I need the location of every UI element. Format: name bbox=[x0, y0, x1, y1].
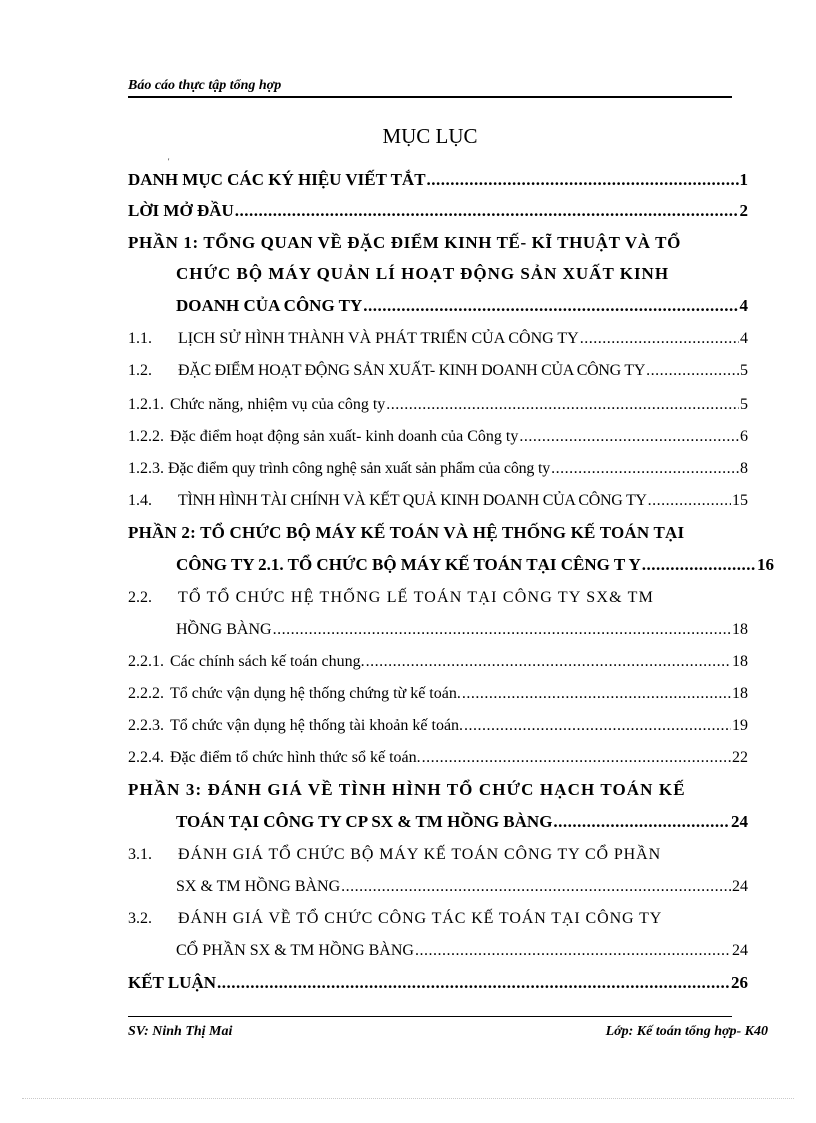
page-number: 24 bbox=[732, 878, 748, 895]
toc-title: MỤC LỤC bbox=[382, 124, 478, 148]
running-footer bbox=[128, 1016, 768, 1039]
toc-entry-part1-line3[interactable]: DOANH CỦA CÔNG TY ..... 4 bbox=[176, 292, 748, 320]
toc-entry-3-2-line2[interactable]: CỔ PHẦN SX & TM HỒNG BÀNG ..... 24 bbox=[176, 937, 748, 965]
page-number: 16 bbox=[757, 555, 774, 574]
page-number: 4 bbox=[740, 330, 748, 347]
page-number: 26 bbox=[731, 973, 748, 992]
toc-entry-part2-line2[interactable]: CÔNG TY 2.1. TỔ CHỨC BỘ MÁY KẾ TOÁN TẠI CÊNG T Y ..... 16 bbox=[176, 551, 774, 579]
toc-entry-1-1[interactable]: 1.1. LỊCH SỬ HÌNH THÀNH VÀ PHÁT TRIỂN CỦA CÔNG TY ..... 4 bbox=[128, 325, 748, 353]
toc-entry-2-2-2[interactable]: 2.2.2. Tổ chức vận dụng hệ thống chứng từ kế toán. ..... 18 bbox=[128, 680, 748, 708]
toc-entry-2-2-3[interactable]: 2.2.3. Tổ chức vận dụng hệ thống tài khoản kế toán. ..... 19 bbox=[128, 712, 748, 740]
toc-entry-part1-line2[interactable]: CHỨC BỘ MÁY QUẢN LÍ HOẠT ĐỘNG SẢN XUẤT KINH bbox=[176, 264, 670, 283]
page-number: 18 bbox=[732, 653, 748, 670]
page-number: 5 bbox=[740, 362, 748, 379]
toc-entry-3-2-line1[interactable]: 3.2. ĐÁNH GIÁ VỀ TỔ CHỨC CÔNG TÁC KẾ TOÁN TẠI CÔNG TY bbox=[128, 910, 663, 927]
page-number: 24 bbox=[732, 942, 748, 959]
toc-entry-1-4[interactable]: 1.4. TÌNH HÌNH TÀI CHÍNH VÀ KẾT QUẢ KINH DOANH CỦA CÔNG TY ..... 15 bbox=[128, 487, 748, 515]
page-number: 8 bbox=[740, 460, 748, 477]
running-header: Báo cáo thực tập tổng hợp bbox=[128, 76, 732, 98]
toc-entry-part3-line1[interactable]: PHẦN 3: ĐÁNH GIÁ VỀ TÌNH HÌNH TỔ CHỨC HẠCH TOÁN KẾ bbox=[128, 780, 686, 799]
toc-entry-3-1-line2[interactable]: SX & TM HỒNG BÀNG ..... 24 bbox=[176, 873, 748, 901]
page-number: 19 bbox=[732, 717, 748, 734]
toc-entry-2-2-1[interactable]: 2.2.1. Các chính sách kế toán chung. ..... 18 bbox=[128, 648, 748, 676]
toc-entry-1-2-1[interactable]: 1.2.1. Chức năng, nhiệm vụ của công ty ..... 5 bbox=[128, 391, 748, 419]
page-number: 18 bbox=[732, 685, 748, 702]
toc-entry-part2-line1[interactable]: PHẦN 2: TỔ CHỨC BỘ MÁY KẾ TOÁN VÀ HỆ THỐNG KẾ TOÁN TẠI bbox=[128, 523, 685, 542]
toc-entry-abbreviations[interactable]: DANH MỤC CÁC KÝ HIỆU VIẾT TẮT ..... 1 bbox=[128, 166, 748, 194]
toc-entry-1-2-3[interactable]: 1.2.3. Đặc điểm quy trình công nghệ sản xuất sản phẩm của công ty ..... 8 bbox=[128, 455, 748, 483]
page-number: 18 bbox=[732, 621, 748, 638]
toc-entry-1-2[interactable]: 1.2. ĐẶC ĐIỂM HOẠT ĐỘNG SẢN XUẤT- KINH DOANH CỦA CÔNG TY ..... 5 bbox=[128, 357, 748, 385]
page-number: 6 bbox=[740, 428, 748, 445]
toc-entry-2-2-line2[interactable]: HỒNG BÀNG ..... 18 bbox=[176, 616, 748, 644]
toc-entry-2-2-4[interactable]: 2.2.4. Đặc điểm tổ chức hình thức sổ kế toán. ..... 22 bbox=[128, 744, 748, 772]
page-number: 24 bbox=[731, 812, 748, 831]
class-name: Lớp: Kế toán tổng hợp- K40 bbox=[605, 1024, 768, 1039]
page-number: 5 bbox=[740, 396, 748, 413]
toc-entry-introduction[interactable]: LỜI MỞ ĐẦU ..... 2 bbox=[128, 197, 748, 225]
toc-entry-3-1-line1[interactable]: 3.1. ĐÁNH GIÁ TỔ CHỨC BỘ MÁY KẾ TOÁN CÔNG TY CỔ PHẦN bbox=[128, 846, 662, 863]
page-number: 15 bbox=[732, 492, 748, 509]
toc-entry-1-2-2[interactable]: 1.2.2. Đặc điểm hoạt động sản xuất- kinh doanh của Công ty ..... 6 bbox=[128, 423, 748, 451]
page-number: 22 bbox=[732, 749, 748, 766]
toc-entry-conclusion[interactable]: KẾT LUẬN ..... 26 bbox=[128, 969, 748, 997]
toc-entry-part1-line1[interactable]: PHẦN 1: TỔNG QUAN VỀ ĐẶC ĐIỂM KINH TẾ- KĨ THUẬT VÀ TỔ bbox=[128, 233, 681, 252]
page-number: 4 bbox=[739, 296, 748, 315]
page-number: 2 bbox=[739, 201, 748, 220]
page-number: 1 bbox=[739, 170, 748, 189]
toc-entry-2-2-line1[interactable]: 2.2. TỔ TỔ CHỨC HỆ THỐNG LẾ TOÁN TẠI CÔNG TY SX& TM bbox=[128, 589, 655, 606]
decorative-tick: ' bbox=[168, 157, 170, 166]
toc-entry-part3-line2[interactable]: TOÁN TẠI CÔNG TY CP SX & TM HỒNG BÀNG ..... 24 bbox=[176, 808, 748, 836]
student-name: SV: Ninh Thị Mai bbox=[128, 1024, 233, 1039]
